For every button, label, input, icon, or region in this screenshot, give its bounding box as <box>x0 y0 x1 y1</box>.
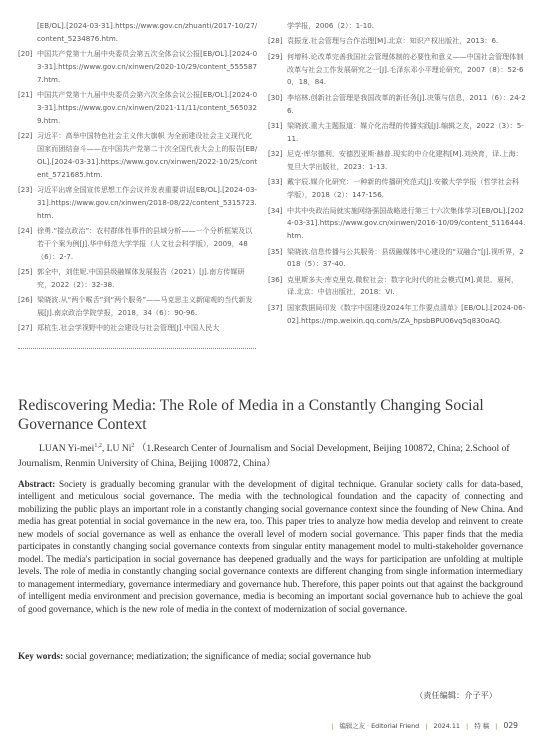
references-left-column <box>18 20 258 338</box>
reference-item <box>18 266 258 292</box>
reference-item <box>268 35 526 48</box>
footer-divider: | <box>495 722 498 730</box>
keywords-text: social governance; mediatization; the significance of media; social governance hub <box>63 651 371 661</box>
reference-text: 尼克·库尔德利，安德烈亚斯·赫普.现实的中介化建构[M].刘泱育，译.上海：复旦大学出版社，2023：1-13. <box>287 149 523 171</box>
reference-number: [36] <box>268 274 283 284</box>
abstract-label: Abstract: <box>18 479 56 489</box>
reference-item <box>18 322 258 335</box>
footer-issue: 2024.11 <box>433 722 460 730</box>
reference-item <box>268 302 526 328</box>
keywords-line <box>18 650 523 662</box>
reference-text: 郑杭生.社会学视野中的社会建设与社会管理[J].中国人民大 <box>37 323 220 333</box>
reference-number: [26] <box>18 295 33 305</box>
reference-text: 克里斯多夫·库克里克.微粒社会：数字化时代的社会模式[M].黄昆，夏柯，译.北京：中信出版社，2018：VI. <box>287 274 519 297</box>
reference-text: 梁晓波.重大主题报道：媒介化治理的传播实践[J].编辑之友，2022（3）：5-11. <box>287 120 524 143</box>
author-name-2: , LU Ni <box>101 443 132 454</box>
reference-number <box>268 20 287 33</box>
author-1-affiliation-mark: 1,2 <box>94 443 102 449</box>
reference-text: 中共中央政治局就实施网络强国战略进行第三十六次集体学习[EB/OL].[2024-03-31].https://www.gov.cn/xinwen/2016-10/09/content_5116444.htm. <box>287 205 526 241</box>
reference-text: 学学报，2006（2）：1-10. <box>287 21 375 30</box>
references-right-column <box>268 20 526 330</box>
references-section <box>0 20 537 360</box>
reference-number: [37] <box>268 302 283 312</box>
reference-text: 郭全中，刘佳妮.中国县级融媒体发展报告（2021）[J].南方传媒研究，2022（2）：32-38. <box>37 266 245 289</box>
reference-text: 中国共产党第十九届中央委员会第六次全体会议公报[EB/OL].[2024-03-31].https://www.gov.cn/xinwen/2021-11/11/content_5650329.htm. <box>37 90 258 125</box>
reference-text: 徐勇.“接点政治”：农村群体性事件的县域分析——一个分析框架及以若干个案为例[J].华中师范大学学报（人文社会科学版），2009，48（6）：2-7. <box>37 225 253 261</box>
keywords-label: Key words: <box>18 651 64 661</box>
reference-number: [31] <box>268 120 283 130</box>
reference-number: [24] <box>18 225 33 235</box>
reference-item <box>268 120 526 146</box>
reference-number: [22] <box>18 131 33 141</box>
page-footer <box>325 721 518 730</box>
author-name-1: LUAN Yi-mei <box>39 443 95 454</box>
reference-number: [34] <box>268 205 283 215</box>
footer-journal: 编辑之友 · Editorial Friend <box>339 722 420 730</box>
reference-number: [27] <box>18 323 33 333</box>
reference-number: [35] <box>268 246 283 256</box>
footer-section: 特 稿 <box>474 722 490 730</box>
reference-text: 李培林.创新社会管理是我国改革的新任务[J].决策与信息，2011（6）：24-26. <box>287 92 526 115</box>
reference-text: 戴宇辰.媒介化研究：一种新的传播研究范式[J].安徽大学学报（哲学社会科学版），2018（2）：147-156. <box>287 177 520 200</box>
reference-text: 袁振龙.社会管理与合作治理[M].北京：知识产权出版社，2013：6. <box>287 36 499 46</box>
reference-item <box>268 176 526 202</box>
reference-text: [EB/OL].[2024-03-31].https://www.gov.cn/zhuanti/2017-10/27/content_5234876.htm. <box>37 21 258 43</box>
reference-item <box>268 274 526 300</box>
reference-text: 梁晓波.信息传播与公共服务：县级融媒体中心建设的“双融合”[J].视听界，2018（5）：37-40. <box>287 246 524 269</box>
reference-item <box>18 48 258 86</box>
reference-item <box>268 92 526 118</box>
abstract-text: Society is gradually becoming granular with the development of digital technique. Granular society calls for data-based, intelligent and meticulous social governance. The media with the technological foundation and the capacity of connecting and mobilizing the public plays an important role in a constantly changing social governance context since the founding of New China. And media has great potential in social governance in the new era, too. This paper tries to analyze how media develop and reinvent to create new models of social governance as well as enhance the overall level of modern social governance. This paper finds that the media participates in constantly changing social governance contexts from singular entity management model to multi-stakeholder governance model. The media's participation in social governance has deepened gradually and the ways for participation are unfolding at multiple levels. The role of media in constantly changing social governance contexts are different changing from single information intermediary to management intermediary, governance intermediary and governance hub. Therefore, this paper points out that against the background of intelligent media environment and precision governance, media is becoming an important social governance hub to achieve the goal of good governance, which is the new role of media in the context of modernization of social governance. <box>18 479 523 614</box>
dotted-separator <box>18 348 256 349</box>
author-2-affiliation-mark: 2 <box>131 443 135 449</box>
reference-item <box>18 294 258 320</box>
reference-text: 何增科.论改革完善我国社会管理体制的必要性和意义——中国社会管理体制改革与社会工作发展研究之一[J].毛泽东邓小平理论研究，2007（8）：52-60，18，84. <box>287 51 524 87</box>
abstract-paragraph <box>18 478 523 615</box>
reference-item <box>268 148 526 174</box>
reference-text: 国家数据局印发《数字中国建设2024年工作要点清单》[EB/OL].[2024-06-02].https://mp.weixin.qq.com/s/ZA_hpsbBPU06vq5q830oAQ. <box>287 302 526 325</box>
reference-item <box>18 89 258 127</box>
reference-item <box>18 20 258 46</box>
responsible-editor-note: （责任编辑：介子平） <box>415 690 497 700</box>
reference-number: [28] <box>268 36 283 46</box>
reference-number <box>18 20 37 46</box>
reference-text: 习近平出席全国宣传思想工作会议并发表重要讲话[EB/OL].[2024-03-31].https://www.gov.cn/xinwen/2018-08/22/content_5315723.htm. <box>37 184 258 220</box>
footer-divider: | <box>331 722 334 730</box>
affiliations: （1.Research Center of Journalism and Social Development, Beijing 100872, China; 2.School of Journalism, Renmin University of China, Beijing 100872, China） <box>18 443 510 469</box>
reference-item <box>268 20 526 33</box>
reference-number: [25] <box>18 266 33 276</box>
reference-number: [29] <box>268 51 283 61</box>
reference-item <box>268 246 526 272</box>
footer-divider: | <box>465 722 469 730</box>
reference-number: [32] <box>268 149 283 159</box>
reference-number: [21] <box>18 90 33 100</box>
reference-item <box>268 205 526 243</box>
reference-text: 梁晓波.从“两个喉舌”到“两个服务”——马克思主义新闻观的当代新发展[J].南京政治学院学报，2018，34（6）：90-96. <box>37 295 253 317</box>
reference-number: [33] <box>268 177 283 187</box>
reference-item <box>18 184 258 222</box>
reference-item <box>268 51 526 89</box>
reference-item <box>18 225 258 263</box>
footer-divider: | <box>425 722 428 730</box>
reference-number: [23] <box>18 184 33 194</box>
page-number: 029 <box>503 721 518 730</box>
reference-item <box>18 130 258 181</box>
reference-text: 中国共产党第十九届中央委员会第五次全体会议公报[EB/OL].[2024-03-31].https://www.gov.cn/xinwen/2020-10/29/content_5555877.htm. <box>37 49 258 84</box>
reference-text: 习近平：高举中国特色社会主义伟大旗帜 为全面建设社会主义现代化国家而团结奋斗——在中国共产党第二十次全国代表大会上的报告[EB/OL].[2024-03-31].https://www.gov.cn/xinwen/2022-10/25/content_5721685.htm. <box>37 131 258 179</box>
reference-number: [30] <box>268 92 283 102</box>
reference-number: [20] <box>18 49 33 59</box>
authors-line <box>18 442 523 471</box>
english-title: Rediscovering Media: The Role of Media in a Constantly Changing Social Governance Context <box>18 397 484 433</box>
